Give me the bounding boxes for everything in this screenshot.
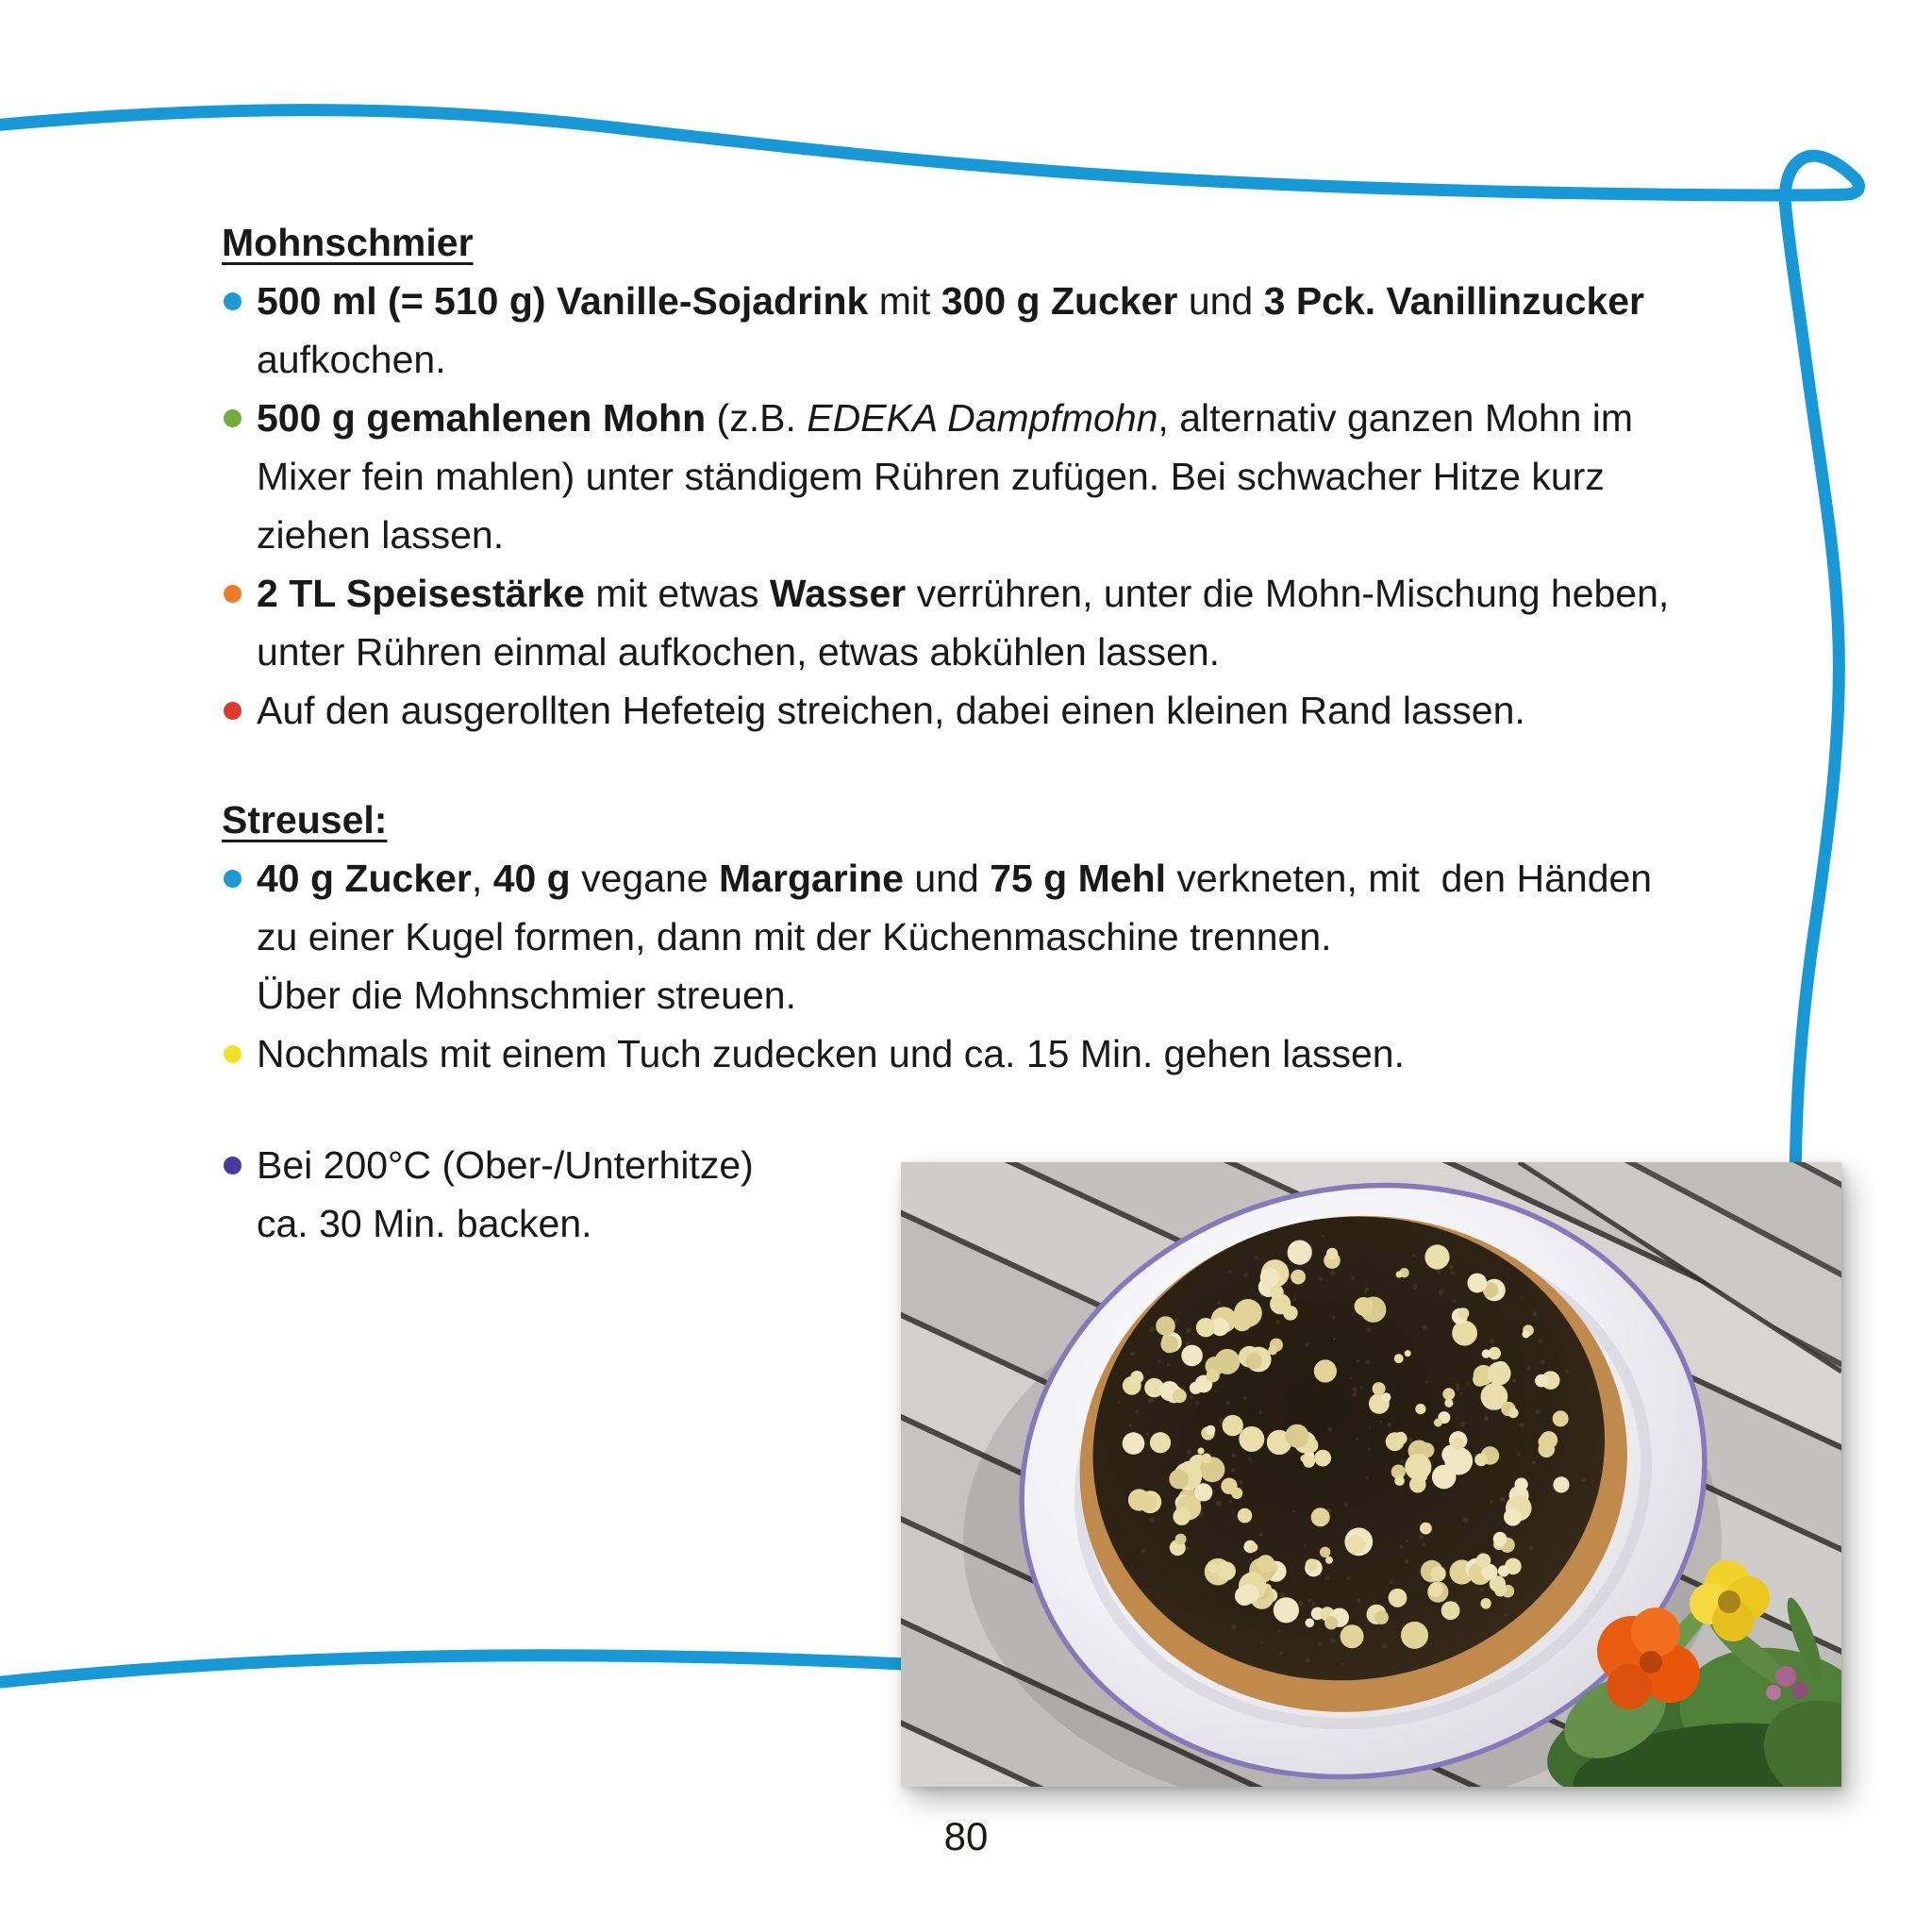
bullet-item	[222, 389, 1844, 564]
page-number: 80	[943, 1814, 989, 1858]
bullet-dot-icon	[224, 870, 242, 888]
recipe-photo	[901, 1162, 1841, 1787]
bullet-text: Nochmals mit einem Tuch zudecken und ca. 15 Min. gehen lassen.	[257, 1032, 1405, 1075]
bullet-item	[222, 849, 1844, 1024]
bullet-text: 40 g Zucker, 40 g vegane Margarine und 75 g Mehl verkneten, mit den Händen zu einer Kugel formen, dann mit der Küchenmaschine trennen. Über die Mohnschmier streuen.	[257, 857, 1653, 1017]
pen-line-bottom	[0, 1656, 904, 1683]
recipe-section	[222, 791, 1844, 1083]
bullet-text: 2 TL Speisestärke mit etwas Wasser verrühren, unter die Mohn-Mischung heben, unter Rühren einmal aufkochen, etwas abkühlen lassen.	[257, 572, 1670, 674]
recipe-text	[222, 213, 1844, 1253]
section-heading: Mohnschmier	[222, 221, 474, 264]
bullet-dot-icon	[224, 1157, 242, 1174]
bullet-item	[222, 564, 1844, 681]
section-heading: Streusel:	[222, 798, 388, 841]
bullet-text: 500 ml (= 510 g) Vanille-Sojadrink mit 300 g Zucker und 3 Pck. Vanillinzucker aufkochen.	[257, 279, 1644, 381]
recipe-section	[222, 213, 1844, 740]
bullet-item	[222, 1024, 1844, 1083]
bullet-dot-icon	[224, 702, 242, 720]
bullet-text: Auf den ausgerollten Hefeteig streichen, dabei einen kleinen Rand lassen.	[257, 689, 1525, 732]
bullet-dot-icon	[224, 585, 242, 603]
bullet-dot-icon	[224, 409, 242, 427]
bullet-text: 500 g gemahlenen Mohn (z.B. EDEKA Dampfmohn, alternativ ganzen Mohn im Mixer fein mahlen) unter ständigem Rühren zufügen. Bei schwacher Hitze kurz ziehen lassen.	[257, 396, 1634, 557]
bullet-item	[222, 272, 1844, 389]
bullet-dot-icon	[224, 292, 242, 310]
bullet-text: Bei 200°C (Ober-/Unterhitze) ca. 30 Min. backen.	[257, 1143, 754, 1245]
bullet-dot-icon	[224, 1045, 242, 1063]
bullet-item	[222, 681, 1844, 740]
